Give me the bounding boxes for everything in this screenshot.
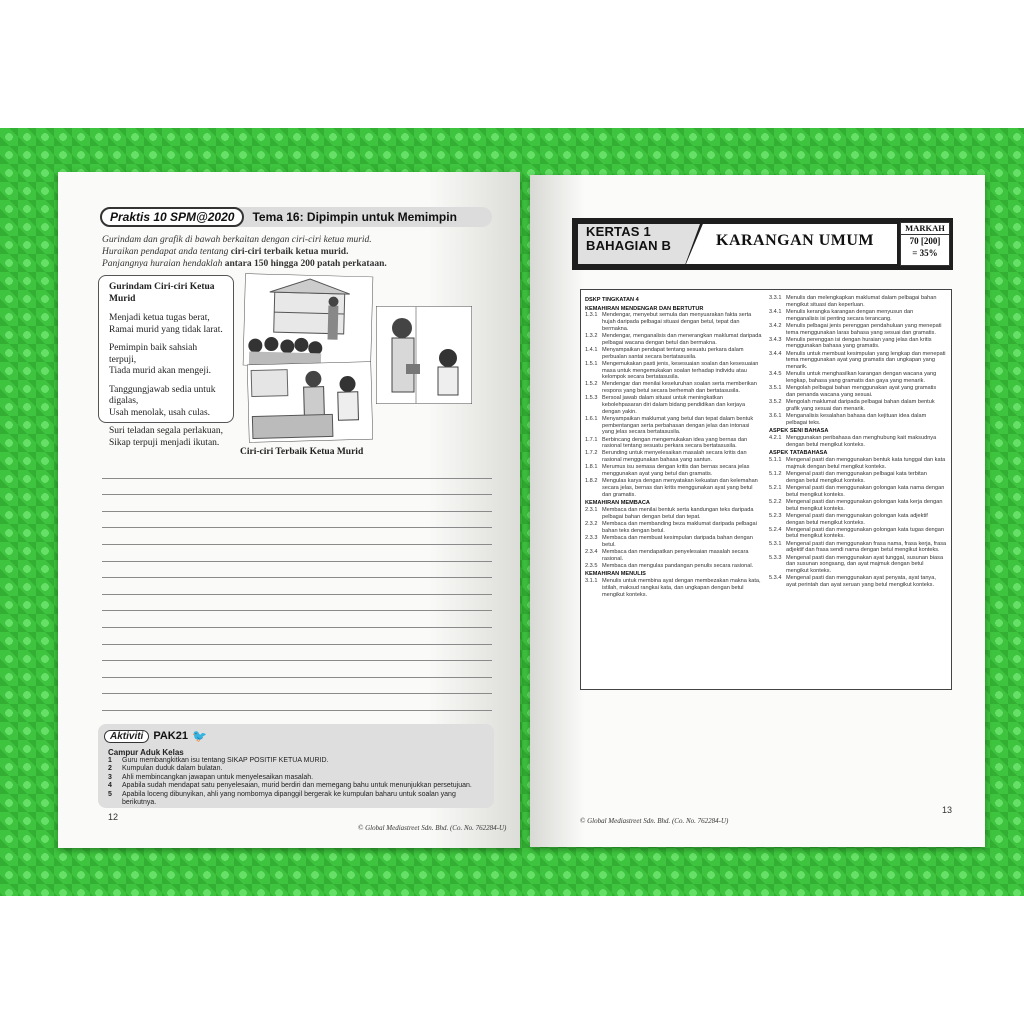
standard-row xyxy=(769,435,947,448)
left-page xyxy=(58,172,520,848)
standard-text: Menganalisis kesalahan bahasa dan kejituan idea dalam pelbagai teks. xyxy=(786,412,927,426)
standard-code: 1.8.1 xyxy=(585,464,598,471)
instruction-line-1: Gurindam dan grafik di bawah berkaitan dengan ciri-ciri ketua murid. xyxy=(102,235,372,245)
standard-code: 1.4.1 xyxy=(585,346,598,353)
standard-text: Mengenal pasti dan menggunakan pelbagai kata terbitan dengan betul mengikut konteks. xyxy=(786,471,927,484)
standard-code: 5.2.4 xyxy=(769,526,782,533)
practice-header xyxy=(100,207,492,227)
standard-row xyxy=(769,485,947,498)
answer-line[interactable] xyxy=(102,694,492,711)
standard-row xyxy=(585,395,763,415)
standard-text: Menggunakan peribahasa dan menghubung kait maksudnya dengan betul mengikut konteks. xyxy=(786,435,937,448)
answer-line[interactable] xyxy=(102,678,492,695)
standard-row xyxy=(585,521,763,534)
pak21-activity-box xyxy=(98,724,494,808)
standard-code: 1.3.2 xyxy=(585,333,598,340)
standard-row xyxy=(769,337,947,350)
standard-code: 2.3.2 xyxy=(585,521,598,527)
section-heading: KEMAHIRAN MENDENGAR DAN BERTUTUR xyxy=(585,305,704,312)
standard-row xyxy=(769,309,947,322)
marks-value: 70 [200] xyxy=(909,236,941,246)
essay-type-title: KARANGAN UMUM xyxy=(716,232,875,249)
section-heading: ASPEK SENI BAHASA xyxy=(769,428,829,435)
standard-code: 3.6.1 xyxy=(769,412,782,419)
section-heading: KEMAHIRAN MEMBACA xyxy=(585,500,650,507)
poem-line: Sikap terpuji menjadi ikutan. xyxy=(109,437,220,448)
standard-code: 5.3.4 xyxy=(769,575,782,582)
aktiviti-label: Aktiviti xyxy=(104,730,149,743)
answer-line[interactable] xyxy=(102,479,492,496)
standard-row xyxy=(585,312,763,332)
answer-line[interactable] xyxy=(102,462,492,479)
answer-line[interactable] xyxy=(102,528,492,545)
standard-text: Membaca dan mendapatkan penyelesaian masalah secara rasional. xyxy=(602,548,749,562)
section-heading: KEMAHIRAN MENULIS xyxy=(585,571,646,578)
activity-subtitle: Campur Aduk Kelas xyxy=(108,748,184,757)
marks-box xyxy=(900,222,950,266)
standard-text: Mengenal pasti dan menggunakan frasa nama, frasa kerja, frasa adjektif dan frasa sendi nama dengan betul mengikut konteks. xyxy=(786,540,947,554)
standard-row xyxy=(585,578,763,598)
standard-text: Mendengar, menganalisis dan menerangkan maklumat daripada pelbagai wacana dengan betul dan bermakna. xyxy=(602,333,762,346)
standard-code: 5.2.1 xyxy=(769,484,782,491)
standard-text: Mendengar, menyebut semula dan menyuarakan fakta serta hujah daripada pelbagai situasi dengan betul, tepat dan bermakna. xyxy=(602,312,752,332)
standard-text: Mengenal pasti dan menggunakan golongan kata tugas dengan betul mengikut konteks. xyxy=(786,526,944,540)
standard-row xyxy=(585,464,763,477)
standard-row xyxy=(585,563,763,570)
standard-row xyxy=(769,513,947,526)
standard-text: Menulis untuk membina ayat dengan membezakan makna kata, istilah, maksud rangkai kata, dan ungkapan dengan betul mengikut konteks. xyxy=(602,578,761,598)
standard-text: Mengenal pasti dan menggunakan bentuk kata tunggal dan kata majmuk dengan betul mengikut konteks. xyxy=(786,457,946,470)
standard-row xyxy=(769,527,947,540)
standard-text: Menulis dan melengkapkan maklumat dalam pelbagai bahan mengikut situasi dan keperluan. xyxy=(786,295,937,308)
standard-row xyxy=(769,371,947,384)
instruction-line-3: Panjangnya huraian hendaklah antara 150 hingga 200 patah perkataan. xyxy=(102,259,387,269)
gurindam-box xyxy=(98,275,234,448)
pak21-header xyxy=(104,728,207,744)
standard-row xyxy=(769,413,947,426)
bird-icon: 🐦 xyxy=(192,729,207,743)
standard-row xyxy=(769,399,947,412)
standard-code: 2.3.3 xyxy=(585,534,598,541)
list-item: 2 Kumpulan duduk dalam bulatan. xyxy=(108,765,223,773)
standard-text: Menulis untuk menghasilkan karangan dengan wacana yang lengkap, bahasa yang gramatis dan gaya yang menarik. xyxy=(786,371,937,384)
poem-line: Pemimpin baik sahsiah terpuji, xyxy=(109,343,198,365)
standard-text: Membaca dan membuat kesimpulan daripada bahan dengan betul. xyxy=(602,534,753,548)
standard-row xyxy=(769,323,947,336)
standard-text: Menulis untuk membuat kesimpulan yang lengkap dan menepati tema menggunakan ayat yang gramatis dan ungkapan yang menarik. xyxy=(786,350,946,371)
list-item: 1 Guru membangkitkan isu tentang SIKAP POSITIF KETUA MURID. xyxy=(108,757,329,764)
standard-row xyxy=(769,295,947,308)
standard-row xyxy=(769,575,947,588)
standard-row xyxy=(585,381,763,394)
standard-text: Menyampaikan pendapat tentang sesuatu perkara dalam perbualan santai secara bertatasusila. xyxy=(602,346,744,360)
standard-text: Mengenal pasti dan menggunakan ayat tunggal, susunan biasa dan susunan songsang, dan ayat majmuk dengan betul mengikut konteks. xyxy=(786,554,944,574)
instruction-line-2: Huraikan pendapat anda tentang ciri-ciri terbaik ketua murid. xyxy=(102,247,349,257)
standard-text: Menulis pelbagai jenis perenggan pendahuluan yang menepati tema menggunakan laras bahasa yang sesuai dan gramatis. xyxy=(786,322,942,336)
copyright: © Global Mediastreet Sdn. Bhd. (Co. No. 762284-U) xyxy=(358,824,507,832)
standard-text: Berunding untuk menyelesaikan masalah secara kritis dan rasional menggunakan bahasa yang santun. xyxy=(602,450,747,464)
standard-text: Mengolah pelbagai bahan menggunakan ayat yang gramatis dan penanda wacana yang sesuai. xyxy=(786,385,937,398)
standard-text: Membaca dan membanding beza maklumat daripada pelbagai bahan teks dengan betul. xyxy=(602,521,757,534)
standard-text: Mengemukakan pasti jenis, kesesuaian soalan dan kesesuaian masa untuk mengemukakan soalan terhadap individu atau kelompok secara bertatasusila. xyxy=(602,360,759,381)
activity-steps xyxy=(108,757,488,807)
standard-code: 1.5.2 xyxy=(585,381,598,388)
dskp-column-left xyxy=(585,295,763,684)
standard-row xyxy=(769,499,947,512)
standard-code: 5.3.1 xyxy=(769,540,782,547)
poem-line: Usah menolak, usah culas. xyxy=(109,407,211,418)
standard-code: 2.3.1 xyxy=(585,507,598,514)
gurindam-title: Gurindam Ciri-ciri Ketua Murid xyxy=(109,282,215,304)
standard-text: Membaca dan mengulas pandangan penulis secara rasional. xyxy=(602,562,754,569)
right-page xyxy=(530,175,985,847)
dskp-column-right xyxy=(769,295,947,684)
page-number: 13 xyxy=(942,805,953,815)
poem-line: Ramai murid yang tidak larat. xyxy=(109,324,223,335)
section-heading: DSKP TINGKATAN 4 xyxy=(585,297,639,303)
paper-banner xyxy=(572,218,953,270)
standard-code: 2.3.4 xyxy=(585,548,598,555)
standard-row xyxy=(585,549,763,562)
marks-label: MARKAH xyxy=(901,223,949,235)
standard-row xyxy=(769,457,947,470)
standard-text: Merumus isu semasa dengan kritis dan bernas secara jelas menggunakan ayat yang betul dan gramatis. xyxy=(602,464,750,478)
standard-code: 1.5.1 xyxy=(585,360,598,367)
standard-code: 3.5.2 xyxy=(769,399,782,406)
standard-text: Mengulas karya dengan menyatakan kekuatan dan kelemahan secara jelas, bernas dan kritis menggunakan ayat yang betul dan gramatis. xyxy=(602,478,758,498)
standard-code: 4.2.1 xyxy=(769,435,782,442)
page-number: 12 xyxy=(108,812,119,822)
standard-row xyxy=(769,385,947,398)
standard-code: 5.1.2 xyxy=(769,471,782,478)
standard-text: Menulis kerangka karangan dengan menyusun dan menganalisis isi penting secara terancang. xyxy=(786,308,914,322)
poem-line: Menjadi ketua tugas berat, xyxy=(109,313,210,323)
standard-row xyxy=(585,416,763,436)
standard-text: Berbincang dengan mengemukakan idea yang bernas dan rasional tentang sesuatu perkara secara bertatasusila. xyxy=(602,436,748,450)
standard-row xyxy=(585,478,763,498)
standard-code: 1.5.3 xyxy=(585,395,598,402)
answer-line[interactable] xyxy=(102,512,492,529)
standard-code: 1.7.1 xyxy=(585,436,598,443)
standard-code: 1.8.2 xyxy=(585,478,598,485)
standard-text: Mengenal pasti dan menggunakan golongan kata adjektif dengan betul mengikut konteks. xyxy=(786,512,928,526)
standard-code: 3.4.2 xyxy=(769,322,782,329)
answer-line[interactable] xyxy=(102,495,492,512)
poem-line: Suri teladan segala perlakuan, xyxy=(109,426,223,436)
standard-code: 5.1.1 xyxy=(769,457,782,464)
poem-line: Tanggungjawab sedia untuk digalas, xyxy=(109,384,216,406)
standard-code: 3.4.4 xyxy=(769,350,782,357)
classroom-illustration xyxy=(247,361,373,442)
answer-line[interactable] xyxy=(102,562,492,579)
standard-text: Mengolah maklumat daripada pelbagai bahan dalam bentuk grafik yang sesuai dan menarik. xyxy=(786,399,935,412)
standard-code: 3.5.1 xyxy=(769,385,782,392)
paper-section xyxy=(586,225,671,253)
standard-row xyxy=(585,535,763,548)
answer-line[interactable] xyxy=(102,578,492,595)
answer-lines[interactable] xyxy=(102,462,492,728)
standard-row xyxy=(585,347,763,360)
standard-row xyxy=(585,437,763,450)
standard-text: Mengenal pasti dan menggunakan ayat penyata, ayat tanya, ayat perintah dan ayat seruan yang betul mengikut konteks. xyxy=(786,575,936,588)
standard-row xyxy=(769,351,947,371)
kertas-label: KERTAS 1 xyxy=(586,224,651,239)
section-heading: ASPEK TATABAHASA xyxy=(769,450,828,457)
standard-row xyxy=(769,541,947,554)
answer-line[interactable] xyxy=(102,645,492,662)
standard-text: Mengenal pasti dan menggunakan golongan kata nama dengan betul mengikut konteks. xyxy=(786,484,945,498)
student-teacher-illustration xyxy=(376,306,472,404)
answer-line[interactable] xyxy=(102,545,492,562)
standard-row xyxy=(585,333,763,346)
standard-code: 3.3.1 xyxy=(769,295,782,301)
standard-text: Membaca dan menilai bentuk serta kandungan teks daripada pelbagai bahan dengan betul dan tepat. xyxy=(602,507,754,520)
standard-code: 5.2.3 xyxy=(769,512,782,519)
standard-text: Mendengar dan menilai keseluruhan soalan serta memberikan respons yang betul secara berhemah dan bertatasusila. xyxy=(602,381,757,395)
standard-code: 1.6.1 xyxy=(585,415,598,422)
answer-line[interactable] xyxy=(102,661,492,678)
standard-code: 2.3.5 xyxy=(585,562,598,569)
list-item: 4 Apabila sudah mendapat satu penyelesaian, murid berdiri dan memegang bahu untuk menunjukkan persetujuan. xyxy=(108,782,472,790)
school-leader-illustration xyxy=(243,273,373,368)
standard-code: 1.3.1 xyxy=(585,312,598,319)
poem-line: Tiada murid akan mengeji. xyxy=(109,366,212,376)
list-item: 5 Apabila loceng dibunyikan, ahli yang nombornya dipanggil bergerak ke kumpulan baharu untuk soalan yang berikutnya. xyxy=(108,790,456,807)
standard-code: 3.4.5 xyxy=(769,371,782,378)
instructions xyxy=(102,234,482,270)
standard-code: 5.2.2 xyxy=(769,498,782,505)
standard-row xyxy=(769,555,947,575)
pak21-label: PAK21 xyxy=(153,730,188,742)
dskp-standards-box xyxy=(580,289,952,690)
standard-code: 5.3.3 xyxy=(769,554,782,561)
standard-row xyxy=(585,507,763,520)
standard-code: 3.4.1 xyxy=(769,308,782,315)
bahagian-label: BAHAGIAN B xyxy=(586,238,672,253)
answer-line[interactable] xyxy=(102,611,492,628)
practice-tag: Praktis 10 SPM@2020 xyxy=(100,207,244,227)
standard-row xyxy=(585,361,763,381)
standard-row xyxy=(585,450,763,463)
standard-text: Bersoal jawab dalam situasi untuk meningkatkan kebolehpasaran diri dalam bidang pendidikan dan kerjaya dengan yakin. xyxy=(602,395,746,415)
standard-row xyxy=(769,471,947,484)
answer-line[interactable] xyxy=(102,628,492,645)
marks-percent: = 35% xyxy=(912,248,938,258)
list-item: 3 Ahli membincangkan jawapan untuk menyelesaikan masalah. xyxy=(108,773,314,781)
answer-line[interactable] xyxy=(102,595,492,612)
standard-code: 1.7.2 xyxy=(585,450,598,457)
standard-text: Menyampaikan maklumat yang betul dan tepat dalam bentuk pembentangan serta perbahasan dengan jelas dan intonasi yang jelas secara bertatasusila. xyxy=(602,415,754,436)
standard-code: 3.4.3 xyxy=(769,336,782,343)
copyright: © Global Mediastreet Sdn. Bhd. (Co. No. 762284-U) xyxy=(580,817,729,825)
theme-title: Tema 16: Dipimpin untuk Memimpin xyxy=(252,210,457,224)
standard-text: Menulis perenggan isi dengan huraian yang jelas dan kritis menggunakan bahasa yang gramatis. xyxy=(786,336,932,350)
standard-text: Mengenal pasti dan menggunakan golongan kata kerja dengan betul mengikut konteks. xyxy=(786,498,943,512)
standard-code: 3.1.1 xyxy=(585,578,598,585)
illustration-caption: Ciri-ciri Terbaik Ketua Murid xyxy=(240,447,364,457)
